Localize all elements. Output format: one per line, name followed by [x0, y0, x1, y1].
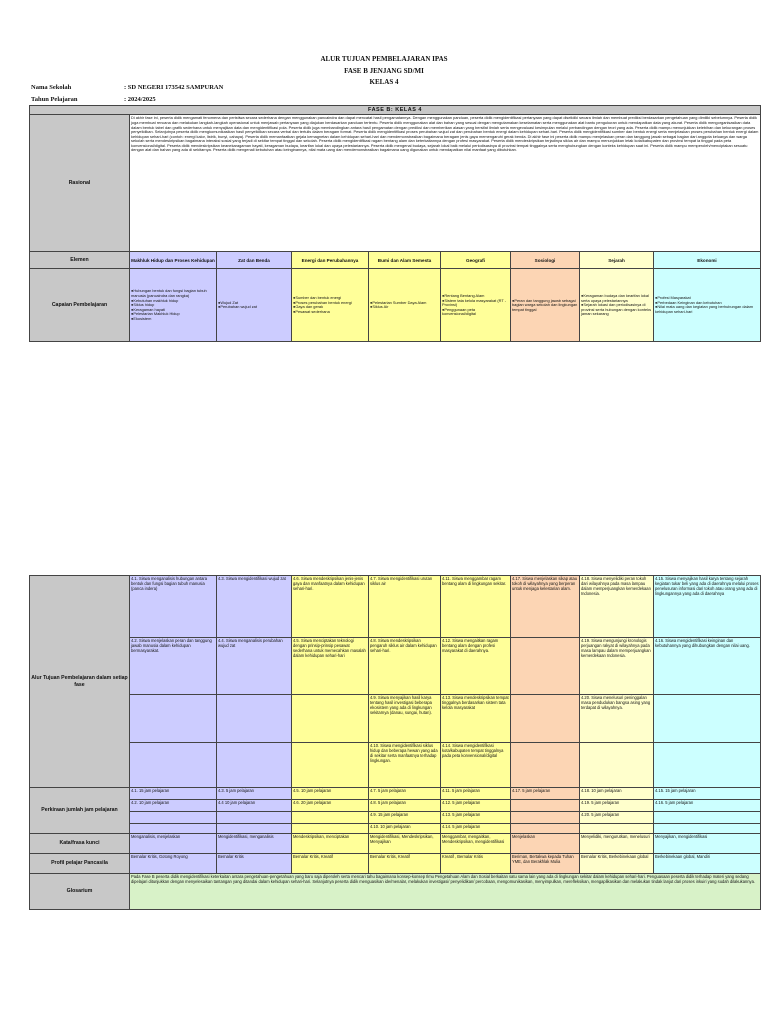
document-phase: FASE B JENJANG SD/MI [344, 67, 424, 75]
atp-cell [580, 743, 654, 788]
jp-cell: 4.11. 5 jam pelajaran [441, 788, 511, 800]
cp-item: ● Keragaman hayati [131, 308, 215, 313]
cp-item: ● Ekosistem [131, 317, 215, 322]
atp-cell: 4.11. Siswa menggambar ragam bentang alam di lingkungan sekitar. [441, 576, 511, 638]
atp-cell [292, 695, 369, 743]
jp-cell [511, 824, 580, 834]
jp-cell: 4.15. 15 jam pelajaran [654, 788, 761, 800]
elemen-header: Sosiologi [511, 252, 580, 269]
kata-cell: Menjelaskan [511, 834, 580, 854]
cp-item: ● Profesi Masyarakat [655, 296, 759, 301]
atp-cell: 4.20. Siswa menelusuri peninggalan masa pendudukan bangsa asing yang terdapat di wilayahnya. [580, 695, 654, 743]
jp-cell: 4.20. 5 jam pelajaran [580, 812, 654, 824]
jp-cell [130, 824, 217, 834]
atp-cell: 4.2. Siswa menjelaskan peran dan tanggung jawab manusia dalam kehidupan bermasyarakat. [130, 638, 217, 695]
kata-cell: Menggambar, mengaitkan, Mendeskripsikan, mengidentifikasi [441, 834, 511, 854]
elemen-header: Sejarah [580, 252, 654, 269]
glosarium-label: Glosarium [30, 874, 130, 910]
cp-item: ● Wujud Zat [218, 301, 290, 306]
kata-cell: Menyajikan, mengidentifikasi [654, 834, 761, 854]
jp-cell [654, 812, 761, 824]
jp-cell [511, 800, 580, 812]
atp-cell: 4.17. Siswa menjelaskan sikap atau tokoh di wilayahnya yang berperan untuk menjaga kelestarian alam. [511, 576, 580, 638]
jp-cell: 4.3. 5 jam pelajaran [217, 788, 292, 800]
cp-item: ● Siklus hidup [131, 303, 215, 308]
school-name-label: Nama Sekolah [31, 84, 72, 91]
jp-cell [217, 824, 292, 834]
atp-cell [217, 743, 292, 788]
cp-item: ● Keragaman budaya dan kearifan lokal serta upaya pelestariannya [581, 294, 652, 303]
cp-cell [130, 269, 217, 342]
jp-cell: 4.6. 20 jam pelajaran [292, 800, 369, 812]
profil-cell: Kreatif , Bernalar Kritis [441, 854, 511, 874]
profil-cell: Beriman, Bertakwa kepada Tuhan YME, dan Berakhlak Mulia [511, 854, 580, 874]
atp-cell [511, 638, 580, 695]
kata-cell: Mengidentifikasi, menganalisis [217, 834, 292, 854]
atp-cell: 4.16. Siswa mengidentifikasi keinginan dan kebutuhannya yang dihubungkan dengan nilai uang. [654, 638, 761, 695]
cp-item: ● Sumber dan bentuk energi [293, 296, 367, 301]
cp-item: ● Penggunaan peta konvensional/digital [442, 308, 509, 317]
jp-cell: 4.7. 5 jam pelajaran [369, 788, 441, 800]
jp-cell: 4.17. 5 jam pelajaran [511, 788, 580, 800]
school-name-value: : SD NEGERI 173542 SAMPURAN [124, 84, 224, 91]
jp-cell [130, 812, 217, 824]
atp-cell [130, 743, 217, 788]
jp-cell: 4.8. 5 jam pelajaran [369, 800, 441, 812]
jp-cell: 4.5. 10 jam pelajaran [292, 788, 369, 800]
atp-cell: 4.7. Siswa mengidentifikasi urutan siklus air [369, 576, 441, 638]
atp-cell [654, 743, 761, 788]
kata-cell: Menganalisis, menjelaskan [130, 834, 217, 854]
cp-item: ● Pelestarian Makhluk Hidup [131, 312, 215, 317]
capaian-table [29, 105, 761, 342]
atp-cell [511, 695, 580, 743]
jp-cell [217, 812, 292, 824]
atp-cell: 4.4. Siswa menganalisis perubahan wujud zat [217, 638, 292, 695]
rasional-label: Rasional [30, 115, 130, 252]
elemen-header: Ekonomi [654, 252, 761, 269]
atp-cell [292, 743, 369, 788]
atp-cell [511, 743, 580, 788]
atp-label: Alur Tujuan Pembelajaran dalam setiap fase [30, 576, 130, 788]
fase-title: FASE B: KELAS 4 [30, 106, 761, 115]
profil-cell: Bernalar Kritis, Berkebinekaan global [580, 854, 654, 874]
kata-cell: Mendeskripsikan, menciptakan [292, 834, 369, 854]
atp-table [29, 575, 761, 910]
cp-cell [292, 269, 369, 342]
profil-cell: Bernalar Kritis, Kreatif [292, 854, 369, 874]
elemen-header: Zat dan Benda [217, 252, 292, 269]
cp-item: ● Gaya dan gerak [293, 305, 367, 310]
jp-cell: 4.16. 5 jam pelajaran [654, 800, 761, 812]
profil-cell: Berkebinekaan global, Mandiri [654, 854, 761, 874]
jp-cell [654, 824, 761, 834]
cp-cell [511, 269, 580, 342]
rasional-text: Di akhir fase ini, peserta didik mengamati fenomena dan peristiwa secara sederhana dengan menggunakan pancaindra dan dapat mencatat hasil pengamatannya. Dengan menggunakan panduan, peserta didik mengidentifikasi pertanyaan yang dapat diselidiki secara ilmiah dan membuat prediksi berdasarkan pengetahuan yang dimiliki sebelumnya. Peserta didik juga membuat rencana dan melakukan langkah-langkah operasional untuk menjawab pertanyaan yang diajukan berdasarkan panduan tertentu. Peserta didik menggunakan alat dan bahan yang sesuai dengan mengutamakan keselamatan serta menggunakan alat bantu pengukuran untuk mendapatkan data yang akurat. Peserta didik mengorganisasikan data dalam bentuk tabel dan grafik sederhana untuk menyajikan data dan mengidentifikasi pola. Peserta didik juga membandingkan antara hasil pengamatan dengan prediksi dan memberikan alasan yang bersifat ilmiah serta mengevaluasi kesimpulan melalui perbandingan dengan teori yang ada. Peserta didik mampu menunjukkan kelebihan dan kekurangan proses penyelidikan. Selanjutnya peserta didik mengkomunikasikan hasil penyelidikan secara verbal dan tertulis dalam beragam format. Peserta didik mengidentifikasi proses perubahan wujud zat dan perubahan bentuk energi dalam kehidupan sehari-hari. Peserta didik mengidentifikasi sumber dan bentuk energi serta menjelaskan proses perubahan bentuk energi dalam kehidupan sehari-hari (contoh: energi kalor, listrik, bunyi, cahaya). Peserta didik memanfaatkan gejala kemagnetan dalam kehidupan sehari-hari dan mendemonstrasikan bagaimana beragam jenis gaya memengaruhi gerak benda. Di akhir fase ini peserta didik mampu menjelaskan peran dan tanggung jawab sebagai bagian dari anggota keluarga dan warga sekolah serta mendeskripsikan bagaimana interaksi sosial yang terjadi di sekitar tempat tinggal dan sekolah. Peserta didik mengidentifikasi ragam bentang alam dan keterkaitannya dengan profesi masyarakat. Peserta didik mendeskripsikan terjadinya siklus air dan mampu menunjukkan letak kota/kabupaten dan provinsi tempat ia tinggal pada peta konvensional/digital. Peserta didik mendeskripsikan keanekaragaman hayati, keragaman budaya, kearifan lokal dan upaya pelestariannya. Peserta didik mengenal budaya, sejarah lokal baik melalui periodisasinya di provinsi tempat tinggalnya serta menghubungkan dengan konteks kehidupan saat ini. Peserta didik mampu memperoleh/menciptakan sesuatu dengan alat dan bahan yang ada di sekitarnya. Peserta didik mengenali kebutuhan atau keinginannya, nilai mata uang dan mendemonstrasikan bagaimana uang digunakan untuk mendapatkan nilai manfaat yang dibutuhkan. [130, 115, 761, 252]
cp-item: ● Peran dan tanggung jawab sebagai bagian warga sekolah dan lingkungan tempat tinggal [512, 299, 578, 313]
elemen-header: Makhluk Hidup dan Proses Kehidupan [130, 252, 217, 269]
elemen-header: Bumi dan Alam Semesta [369, 252, 441, 269]
glosarium-text: Pada Fase B peserta didik mengidentifikasi keterkaitan antara pengetahuan-pengetahuan yang baru saja diperoleh serta mencari tahu bagaimana konsep-konsep Ilmu Pengetahuan Alam dan Sosial berkaitan satu sama lain yang ada di lingkungan sekitar dalam kehidupan sehari-hari. Penguasaan peserta didik terhadap materi yang sedang dipelajari ditunjukkan dengan menyelesaikan tantangan yang ditandai dalam kehidupan sehari-hari. Selanjutnya peserta didik menguasikan ide/menalar, melakukan investigasi/ penyelidikan/ percobaan, mengomunikasikan, menyimpulkan, merefleksikan, mengaplikasikan dan melakukan tindak lanjut dari proses inkuiri yang sudah dilakukannya. [130, 874, 761, 910]
cp-item: ● Hubungan bentuk dan fungsi bagian tubuh manusia (pancaindra dan rangka) [131, 289, 215, 298]
jp-cell: 4.14. 5 jam pelajaran [441, 824, 511, 834]
jp-label: Perkiraan jumlah jam pelajaran [30, 788, 130, 834]
jp-cell [580, 824, 654, 834]
cp-item: ● Nilai mata uang dan kegiatan yang berhubungan dalam kehidupan sehari-hari [655, 305, 759, 314]
school-year-value: : 2024/2025 [124, 96, 156, 103]
jp-cell: 4.12. 5 jam pelajaran [441, 800, 511, 812]
cp-cell [580, 269, 654, 342]
profil-cell: Bernalar Kritis, Kreatif [369, 854, 441, 874]
jp-cell: 4.9. 15 jam pelajaran [369, 812, 441, 824]
jp-cell: 4.10. 10 jam pelajaran [369, 824, 441, 834]
jp-cell: 4.2. 10 jam pelajaran [130, 800, 217, 812]
atp-cell: 4.12. Siswa mengaitkan ragam bentang alam dengan profesi masyarakat di daerahnya. [441, 638, 511, 695]
cp-item: ● Siklus Air [370, 305, 439, 310]
atp-cell [130, 695, 217, 743]
elemen-header: Geografi [441, 252, 511, 269]
jp-cell [511, 812, 580, 824]
profil-cell: Bernalar Kritis, Gotong Royong [130, 854, 217, 874]
atp-cell: 4.15. Siswa menyajikan hasil karya tentang sejarah kegiatan tukar beli yang ada di daerahnya melalui proses penelusuran informasi dari tokoh atau orang yang ada di lingkungannya yang ada di daerahnya [654, 576, 761, 638]
kata-cell: Mengidentifikasi, Mendeskripsikan, Menyajikan [369, 834, 441, 854]
cp-label: Capaian Pembelajaran [30, 269, 130, 342]
cp-cell [441, 269, 511, 342]
atp-cell: 4.19. Siswa mengunjungi kronologis perjuangan rakyat di wilayahnya pada masa lampau dalam memperjuangkan kemerdekaan Indonesia. [580, 638, 654, 695]
atp-cell: 4.18. Siswa menyelidiki peran tokoh dari wilayahnya pada masa lampau dalam memperjuangkan kemerdekaan Indonesia. [580, 576, 654, 638]
cp-item: ● Sejarah lokasi dan periodisasinya di provinsi serta hubungan dengan konteks jaman sekarang [581, 303, 652, 317]
kata-label: Kata/frasa kunci [30, 834, 130, 854]
document-class: KELAS 4 [369, 78, 399, 86]
atp-cell: 4.14. Siswa mengidentifikasi kota/kabupaten tempat tinggalnya pada peta konvensional/digital [441, 743, 511, 788]
atp-cell: 4.6. Siswa mendeskripsikan jenis-jenis gaya dan manfaatnya dalam kehidupan sehari-hari. [292, 576, 369, 638]
profil-cell: Bernalar Kritis [217, 854, 292, 874]
cp-cell [369, 269, 441, 342]
atp-cell: 4.3. Siswa mengidentifikasi wujud zat [217, 576, 292, 638]
atp-cell: 4.5. Siswa menciptakan teknologi dengan prinsip-prinsip pesawat sederhana untuk memecahkan masalah dalam kehidupan sehari-hari [292, 638, 369, 695]
atp-cell: 4.10. Siswa mengidentifikasi siklus hidup dan beberapa hewan yang ada di sekitar serta manfaatnya terhadap lingkungan. [369, 743, 441, 788]
cp-item: ● Sistem tata kelola masyarakat (RT - Provinsi) [442, 299, 509, 308]
atp-cell: 4.8. Siswa mendeskripsikan pengaruh siklus air dalam kehidupan sehari-hari. [369, 638, 441, 695]
cp-cell [217, 269, 292, 342]
profil-label: Profil pelajar Pancasila [30, 854, 130, 874]
jp-cell [292, 812, 369, 824]
cp-item: ● Perbedaan Keinginan dan kebutuhan [655, 301, 759, 306]
document-title: ALUR TUJUAN PEMBELAJARAN IPAS [320, 55, 448, 63]
atp-cell: 4.1. Siswa menganalisis hubungan antara bentuk dan fungsi bagian tubuh manusia (panca indera) [130, 576, 217, 638]
jp-cell [292, 824, 369, 834]
cp-item: ● Pesawat sederhana [293, 310, 367, 315]
cp-item: ● Proses perubahan bentuk energi [293, 301, 367, 306]
school-year-label: Tahun Pelajaran [31, 96, 78, 103]
cp-cell [654, 269, 761, 342]
jp-cell: 4.19. 5 jam pelajaran [580, 800, 654, 812]
jp-cell: 4.18. 10 jam pelajaran [580, 788, 654, 800]
atp-cell [654, 695, 761, 743]
jp-cell: 4.1. 15 jam pelajaran [130, 788, 217, 800]
jp-cell: 4.13. 5 jam pelajaran [441, 812, 511, 824]
jp-cell: 4.4 10 jam pelajaran [217, 800, 292, 812]
atp-cell: 4.13. Siswa mendeskripsikan tempat tinggalnya berdasarkan sistem tata kelola masyarakat [441, 695, 511, 743]
cp-item: ● Pelestarian Sumber Daya Alam [370, 301, 439, 306]
cp-item: ● Rentang Bentang Alam [442, 294, 509, 299]
cp-item: ● Perubahan wujud zat [218, 305, 290, 310]
cp-item: ● Kebutuhan makhluk hidup [131, 299, 215, 304]
elemen-header: Energi dan Perubahannya [292, 252, 369, 269]
elemen-label: Elemen [30, 252, 130, 269]
kata-cell: Menyelidiki, mengurutkan, menelusuri [580, 834, 654, 854]
atp-cell [217, 695, 292, 743]
atp-cell: 4.9. Siswa menyajikan hasil karya tentang hasil investigasi beberapa ekosistem yang ada di lingkungan sekitarnya (danau, sungai, hutan). [369, 695, 441, 743]
